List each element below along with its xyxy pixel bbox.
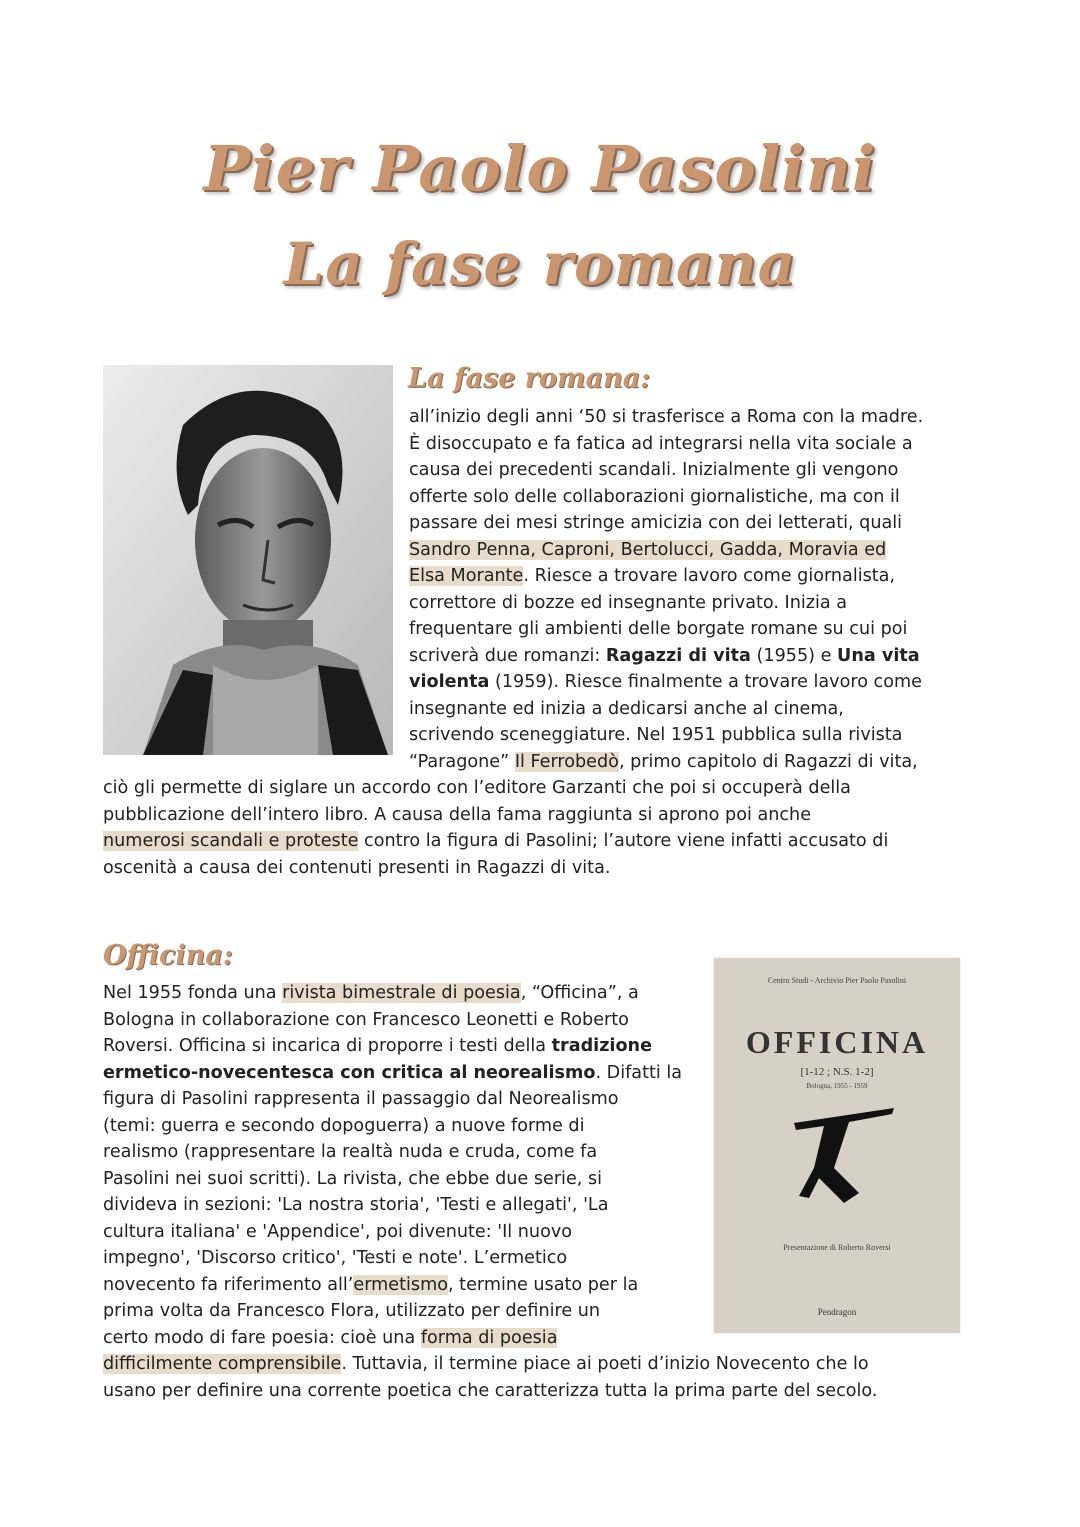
officina-text-left: Nel 1955 fonda una rivista bimestrale di poesia, “Officina”, a Bologna in collaborazione con Francesco Leonetti e Roberto Roversi. Officina si incarica di proporre i testi della tradizione ermetico-novecentesca con critica al neorealismo. Difatti la figura di Pasolini rappresenta il passaggio dal Neorealismo (temi: guerra e secondo dopoguerra) a nuove forme di realismo (rappresentare la realtà nuda e cruda, come fa Pasolini nei suoi scritti). La rivista, che ebbe due serie, si divideva in sezioni: 'La nostra storia', 'Testi e allegati', 'La cultura italiana' e 'Appendice', poi divenute: 'Il nuovo impegno', 'Discorso critico', 'Testi e note'. L’ermetico novecento fa riferimento all’ermetismo, termine usato per la prima volta da Francesco Flora, utilizzato per definire un certo modo di fare poesia: cioè una forma di poesia [103,983,683,1348]
page-subtitle: La fase romana [283,230,797,298]
section-heading-officina: Officina: [103,940,233,971]
cover-place-dates: Bologna, 1955 - 1959 [806,1082,868,1090]
highlight-forma-poesia: forma di poesia [420,1327,558,1348]
bold-ragazzi-di-vita: Ragazzi di vita [605,645,751,666]
highlight-rivista: rivista bimestrale di poesia [282,983,521,1003]
portrait-photo [103,365,393,755]
highlight-ferrobedo: Il Ferrobedò [514,751,619,772]
cover-title: OFFICINA [745,1024,929,1060]
highlight-letterati: Sandro Penna, Caproni, Bertolucci, Gadda, Moravia ed [409,539,887,560]
highlight-morante: Elsa Morante [409,566,524,586]
page-title: Pier Paolo Pasolini [203,132,877,205]
cover-top-text: Centro Studi - Archivio Pier Paolo Pasolini [767,976,907,985]
cover-publisher: Pendragon [817,1307,857,1317]
cover-figure-illustration [774,1098,904,1218]
highlight-scandali: numerosi scandali e proteste [103,831,359,851]
section-heading-fase-romana: La fase romana: [408,363,651,394]
highlight-difficilmente: difficilmente comprensibile [103,1354,342,1374]
highlight-ermetismo: ermetismo [353,1274,448,1295]
officina-text-full: difficilmente comprensibile. Tuttavia, il termine piace ai poeti d’inizio Novecento che lo usano per definire una corrente poetica che caratterizza tutta la prima parte del secolo. [103,1354,878,1401]
cover-subtitle: [1-12 ; N.S. 1-2] [800,1066,874,1078]
bold-violenta: violenta [409,672,490,692]
fase-romana-text-full: ciò gli permette di siglare un accordo con l’editore Garzanti che poi si occuperà della pubblicazione dell’intero libro. A causa della fama raggiunta si aprono poi anche numerosi scandali e proteste contro la figura di Pasolini; l’autore viene infatti accusato di oscenità a causa dei contenuti presenti in Ragazzi di vita. [103,778,889,878]
officina-book-cover [714,958,960,1333]
fase-romana-text-right: all’inizio degli anni ‘50 si trasferisce a Roma con la madre. È disoccupato e fa fatica ad integrarsi nella vita sociale a causa dei precedenti scandali. Inizialmente gli vengono offerte solo delle collaborazioni giornalistiche, ma con il passare dei mesi stringe amicizia con dei letterati, quali Sandro Penna, Caproni, Bertolucci, Gadda, Moravia ed Elsa Morante. Riesce a trovare lavoro come giornalista, correttore di bozze ed insegnante privato. Inizia a frequentare gli ambienti delle borgate romane su cui poi scriverà due romanzi: Ragazzi di vita (1955) e Una vita violenta (1959). Riesce finalmente a trovare lavoro come insegnante ed inizia a dedicarsi anche al cinema, scrivendo sceneggiature. Nel 1951 pubblica sulla rivista “Paragone” Il Ferrobedò, primo capitolo di Ragazzi di vita, [409,407,924,772]
bold-una-vita: Una vita [837,645,920,666]
bold-ermetico: ermetico-novecentesca con critica al neorealismo [103,1062,596,1083]
bold-tradizione: tradizione [551,1036,653,1056]
cover-presentation: Presentazione di Roberto Roversi [783,1243,891,1252]
